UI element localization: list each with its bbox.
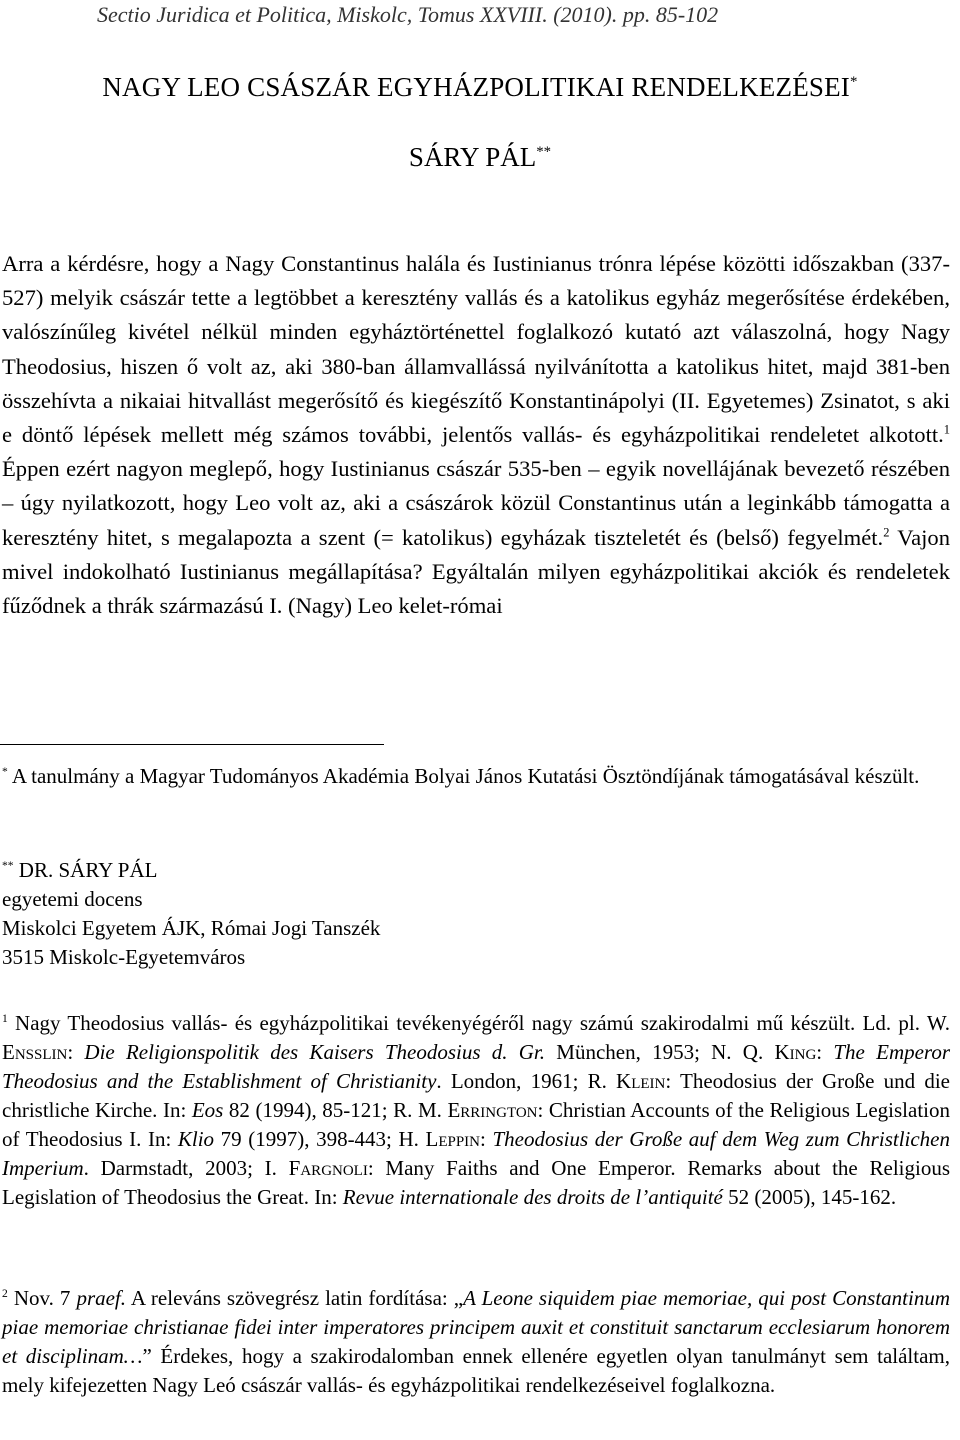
- author-affiliation-position: egyetemi docens: [2, 887, 143, 911]
- body-paragraph: [2, 247, 950, 623]
- cited-title: Theodosius der Große auf dem Weg zum Christlichen Imperium: [2, 1127, 951, 1180]
- title-footnote-mark: *: [850, 74, 858, 90]
- footnote-ref-2: 2: [883, 525, 890, 540]
- footnote-funding: [2, 762, 950, 791]
- body-text-part-b: Éppen ezért nagyon meglepő, hogy Iustinianus császár 535-ben – egyik novellájának bevezető részében – úgy nyilatkozott, hogy Leo volt az, aki a császárok közül Constantinus után a leginkább támogatta a keresztény hitet, s megalapozta a szent (= katolikus) egyházak tiszteletét és (belső) fegyelmét.: [2, 456, 950, 550]
- footnote-1-text: 82 (1994), 85-121; R. M.: [223, 1098, 448, 1122]
- author-name: [0, 142, 960, 173]
- cited-author: King: [774, 1040, 817, 1064]
- footnote-1-text: :: [816, 1040, 834, 1064]
- footnote-1-text: . Darmstadt, 2003; I.: [83, 1156, 289, 1180]
- body-text-part-a: Arra a kérdésre, hogy a Nagy Constantinus halála és Iustinianus trónra lépése közötti időszakban (337-527) melyik császár tette a legtöbbet a keresztény vallás és a katolikus egyház megerősítése érdekében, valószínűleg kivétel nélkül minden egyháztörténettel foglalkozó kutató azt válaszolná, hogy Nagy Theodosius, hiszen ő volt az, aki 380-ban államvallássá nyilvánította a katolikus hitet, majd 381-ben összehívta a nikaiai hitvallást megerősítő és kiegészítő Konstantinápolyi (II. Egyetemes) Zsinatot, s aki e döntő lépések mellett még számos további, jelentős vallás- és egyházpolitikai rendeletet alkotott.: [2, 251, 950, 448]
- author-name-text: SÁRY PÁL: [408, 142, 537, 172]
- cited-author: Ensslin: [2, 1040, 68, 1064]
- footnote-1-mark: 1: [2, 1013, 8, 1025]
- author-affiliation-address: 3515 Miskolc-Egyetemváros: [2, 945, 246, 969]
- cited-journal: Revue internationale des droits de l’antiquité: [342, 1185, 723, 1209]
- footnote-2-text: A releváns szövegrész latin fordítása: „: [126, 1286, 464, 1310]
- running-head: Sectio Juridica et Politica, Miskolc, Tomus XXVIII. (2010). pp. 85-102: [97, 2, 719, 27]
- article-title: [0, 72, 960, 103]
- cited-title: Die Religionspolitik des Kaisers Theodosius d. Gr.: [84, 1040, 546, 1064]
- footnote-1-text: Nagy Theodosius vallás- és egyházpolitikai tevékenyégéről nagy számú szakirodalmi mű készült. Ld. pl. W.: [7, 1011, 950, 1035]
- footnote-1-text: :: [480, 1127, 493, 1151]
- cited-author: Leppin: [425, 1127, 481, 1151]
- footnote-1-text: : Christian Accounts of the Religious Legislation of Theodosius I. In:: [2, 1098, 950, 1151]
- footnote-funding-text: A tanulmány a Magyar Tudományos Akadémia Bolyai János Kutatási Ösztöndíjának támogatásával készült.: [7, 764, 920, 788]
- cited-journal: Eos: [191, 1098, 224, 1122]
- footnote-2-mark: 2: [2, 1288, 8, 1300]
- cited-author: Klein: [616, 1069, 666, 1093]
- footnote-2: [2, 1284, 950, 1400]
- footnote-1-text: : Many Faiths and One Emperor. Remarks about the Religious Legislation of Theodosius the Great. In:: [2, 1156, 950, 1209]
- footnote-ref-1: 1: [943, 422, 950, 437]
- footnote-1: [2, 1009, 950, 1212]
- footnote-star-mark: *: [2, 766, 8, 778]
- author-affiliation-name: DR. SÁRY PÁL: [13, 858, 158, 882]
- author-footnote-mark: **: [536, 144, 552, 160]
- footnote-2-text: Nov. 7: [7, 1286, 77, 1310]
- cited-journal: Klio: [177, 1127, 215, 1151]
- author-affiliation-line-1: [2, 856, 950, 885]
- author-affiliation-institution: Miskolci Egyetem ÁJK, Római Jogi Tanszék: [2, 916, 381, 940]
- body-text-part-c: Vajon mivel indokolható Iustinianus megállapítása? Egyáltalán milyen egyházpolitikai akciók és rendeletek fűződnek a thrák származású I. (Nagy) Leo kelet-római: [2, 524, 950, 619]
- latin-quotation: A Leone siquidem piae memoriae, qui post Constantinum piae memoriae christianae fidei inter imperatores principem auxit et constituit sanctarum ecclesiarum honorem et disciplinam…: [2, 1286, 950, 1368]
- footnote-1-text: : Theodosius der Große und die christliche Kirche. In:: [2, 1069, 950, 1122]
- footnote-2-text: ” Érdekes, hogy a szakirodalomban ennek ellenére egyetlen olyan tanulmányt sem találtam, mely kifejezetten Nagy Leó császár vallás- és egyházpolitikai rendelkezéseivel foglalkozna.: [2, 1344, 951, 1397]
- footnote-2-abbrev: praef.: [76, 1286, 127, 1310]
- footnote-1-text: München, 1953; N. Q.: [545, 1040, 775, 1064]
- footnote-1-text: . London, 1961; R.: [436, 1069, 617, 1093]
- footnote-1-text: :: [67, 1040, 85, 1064]
- article-title-text: NAGY LEO CSÁSZÁR EGYHÁZPOLITIKAI RENDELKEZÉSEI: [102, 72, 850, 102]
- footnote-divider: [0, 744, 384, 745]
- footnote-double-star-mark: **: [2, 860, 14, 872]
- footnote-1-text: 52 (2005), 145-162.: [722, 1185, 897, 1209]
- cited-author: Fargnoli: [288, 1156, 368, 1180]
- cited-title: The Emperor Theodosius and the Establishment of Christianity: [2, 1040, 950, 1093]
- footnote-author-affiliation: [2, 856, 950, 972]
- footnote-1-text: 79 (1997), 398-443; H.: [214, 1127, 426, 1151]
- cited-author: Errington: [447, 1098, 538, 1122]
